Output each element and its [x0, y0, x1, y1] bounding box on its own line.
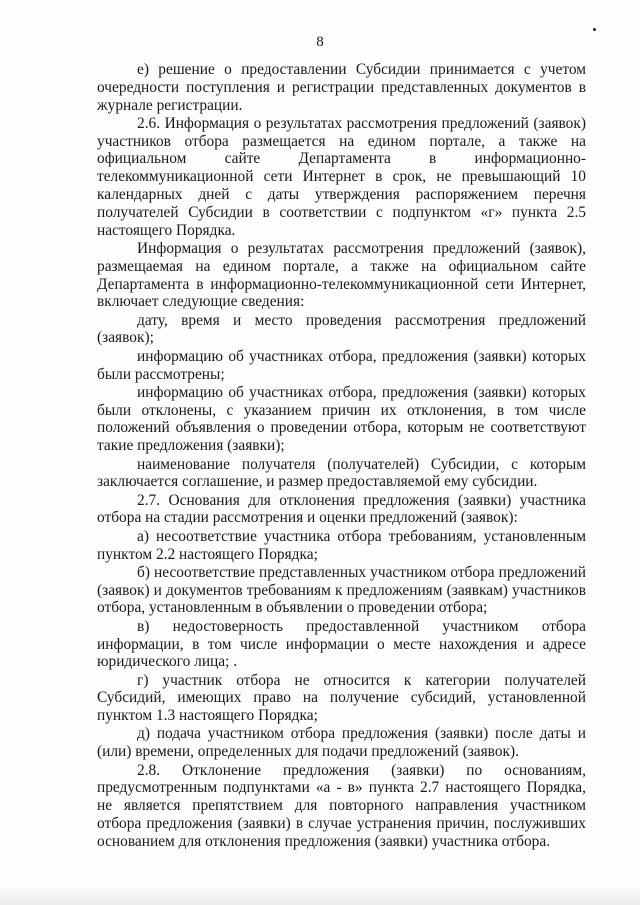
page-number: 8 [316, 34, 324, 50]
paragraph-2-7-v: в) недостоверность предоставленной участником отбора информации, в том числе информации о месте нахождения и адресе юридического лица; . [97, 617, 586, 671]
paragraph-e-decision: е) решение о предоставлении Субсидии принимается с учетом очередности поступления и регистрации представленных документов в журнале регистрации. [97, 61, 586, 114]
paragraph-2-6: 2.6. Информация о результатах рассмотрения предложений (заявок) участников отбора размещается на едином портале, а также на официальном сайте Департамента в информационно-телекоммуникационной сети Интернет в срок, не превышающий 10 календарных дней с даты утверждения распоряжением перечня получателей Субсидии в соответствии с подпунктом «г» пункта 2.5 настоящего Порядка. [97, 114, 586, 239]
paragraph-date-time-place: дату, время и место проведения рассмотрения предложений (заявок); [97, 311, 586, 347]
paragraph-2-7-b: б) несоответствие представленных участником отбора предложений (заявок) и документов требованиям к предложениям (заявкам) участников отбора, установленным в объявлении о проведении отбора; [97, 563, 586, 617]
paragraph-2-7: 2.7. Основания для отклонения предложения (заявки) участника отбора на стадии рассмотрения и оценки предложений (заявок): [97, 491, 586, 527]
paragraph-2-7-g: г) участник отбора не относится к категории получателей Субсидий, имеющих право на получение субсидий, установленной пунктом 1.3 настоящего Порядка; [97, 671, 586, 725]
paragraph-rejected-participants: информацию об участниках отбора, предложения (заявки) которых были отклонены, с указанием причин их отклонения, в том числе положений объявления о проведении отбора, которым не соответствуют такие предложения (заявки); [97, 383, 586, 455]
scan-dot-mark [593, 28, 596, 31]
paragraph-2-8: 2.8. Отклонение предложения (заявки) по основаниям, предусмотренным подпунктами «а - в» пункта 2.7 настоящего Порядка, не является препятствием для повторного направления участником отбора предложения (заявки) в случае устранения причин, послуживших основанием для отклонения предложения (заявки) участника отбора. [97, 761, 586, 850]
paragraph-recipient-name: наименование получателя (получателей) Субсидии, с которым заключается соглашение, и размер предоставляемой ему субсидии. [97, 455, 586, 491]
paragraph-info-contents: Информация о результатах рассмотрения предложений (заявок), размещаемая на едином портале, а также на официальном сайте Департамента в информационно-телекоммуникационной сети Интернет, включает следующие сведения: [97, 239, 586, 311]
scan-bottom-edge [0, 885, 640, 905]
paragraph-2-7-d: д) подача участником отбора предложения (заявки) после даты и (или) времени, определенных для подачи предложений (заявок). [97, 725, 586, 761]
document-body [97, 61, 586, 851]
paragraph-considered-participants: информацию об участниках отбора, предложения (заявки) которых были рассмотрены; [97, 347, 586, 383]
paragraph-2-7-a: а) несоответствие участника отбора требованиям, установленным пунктом 2.2 настоящего Порядка; [97, 527, 586, 563]
